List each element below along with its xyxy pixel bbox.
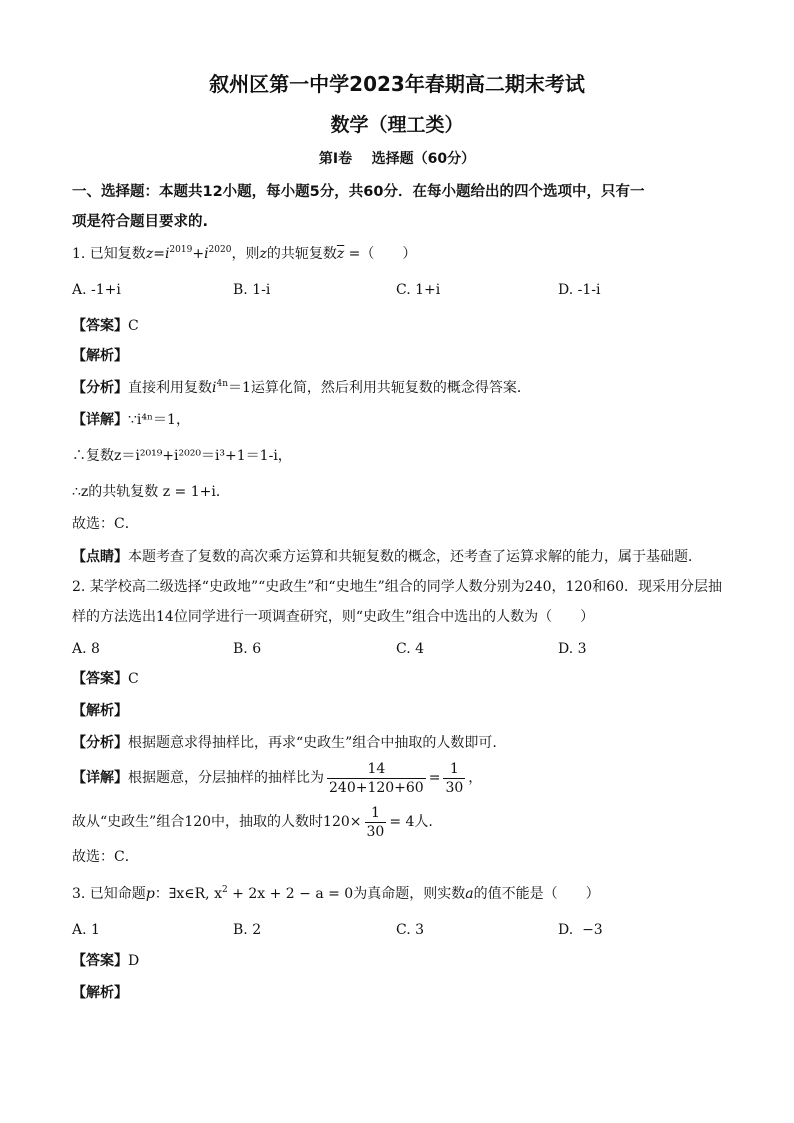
q3-answer-label: 【答案】: [72, 953, 128, 969]
q1-detail1-text: ∵i⁴ⁿ＝1，: [128, 412, 190, 428]
q2-fenxi-label: 【分析】: [72, 735, 128, 751]
q1-dianjing: [72, 547, 702, 567]
q1-i1: i: [164, 246, 170, 262]
q1-dianjing-label: 【点睛】: [72, 549, 128, 565]
q3-option-b: B. 2: [233, 922, 262, 938]
q3-p: p: [145, 886, 155, 902]
q1-fenxi-b: ＝1运算化简，然后利用共轭复数的概念得答案．: [228, 380, 531, 396]
q1-answer: [72, 316, 139, 336]
q1-sup2: 2020: [208, 245, 232, 255]
doc-title: 叙州区第一中学2023年春期高二期末考试: [209, 72, 585, 96]
q1-fenxi: [72, 378, 531, 398]
q2-answer-value: C: [128, 671, 139, 687]
q1-plus: +: [192, 246, 205, 262]
q2-frac-1: [327, 760, 426, 797]
q1-fenxi-a: 直接利用复数: [128, 380, 212, 396]
q2-eq: =: [428, 770, 441, 786]
q2-detail2: [72, 802, 433, 842]
q1-choice: 故选：C．: [72, 516, 139, 532]
q2-frac1-num: 14: [327, 760, 426, 779]
q3-stem-d: 的值不能是（ ）: [473, 886, 600, 902]
q1-z2: z: [259, 246, 267, 262]
q2-frac3-den: 30: [366, 823, 385, 840]
q1-sup1: 2019: [169, 245, 193, 255]
q2-detail2-c: = 4人.: [389, 814, 433, 830]
q3-a: a: [465, 886, 474, 902]
q2-choice: 故选：C．: [72, 849, 139, 865]
q1-stem: [72, 244, 416, 264]
q1-detail1: [72, 410, 190, 430]
q2-stem-line1: 2. 某学校高二级选择“史政地”“史政生”和“史地生”组合的同学人数分别为240，120和60．现采用分层抽: [72, 579, 723, 595]
q1-eq: =: [153, 246, 165, 262]
q1-stem-d: =（ ）: [344, 246, 417, 262]
q1-option-d: D. -1-i: [558, 282, 601, 298]
q3-stem: [72, 884, 600, 904]
q3-answer: [72, 951, 139, 971]
q3-stem-a: 3. 已知命题: [72, 886, 146, 902]
q2-detail-a: 根据题意，分层抽样的抽样比为: [128, 770, 324, 786]
q3-stem-b: ：∃x∈R, x: [154, 886, 222, 902]
q2-option-c: C. 4: [396, 641, 425, 657]
q2-answer-label: 【答案】: [72, 671, 128, 687]
q2-frac2-den: 30: [445, 779, 464, 796]
q3-option-a: A. 1: [72, 922, 100, 938]
doc-subject: 数学（理工类）: [330, 114, 464, 136]
q3-option-c: C. 3: [396, 922, 425, 938]
q2-frac-3: [365, 804, 387, 841]
q1-fenxi-sup: 4n: [216, 379, 229, 389]
q2-detail2-a: 故从“史政生”组合120中，抽取的人数时: [72, 814, 324, 830]
q2-option-a: A. 8: [72, 641, 100, 657]
q1-detail3: ∴z的共轨复数 z = 1+i．: [72, 484, 230, 500]
q2-fenxi: [72, 733, 497, 753]
q1-answer-label: 【答案】: [72, 318, 128, 334]
q1-z: z: [145, 246, 154, 262]
q1-stem-b: ，则: [231, 246, 260, 262]
q1-detail-label: 【详解】: [72, 412, 128, 428]
q1-option-b: B. 1-i: [233, 282, 271, 298]
q1-fenxi-i: i: [212, 380, 217, 396]
q2-analysis: 【解析】: [72, 703, 128, 719]
q2-frac1-den: 240+120+60: [329, 779, 424, 796]
q1-option-c: C. 1+i: [396, 282, 441, 298]
q1-stem-a: 1. 已知复数: [72, 246, 146, 262]
q2-detail-label: 【详解】: [72, 770, 128, 786]
section-instructions-line2: 项是符合题目要求的.: [72, 214, 209, 230]
q2-frac2-num: 1: [443, 760, 465, 779]
q3-option-d: D. −3: [558, 922, 603, 938]
q2-stem-line2: 样的方法选出14位同学进行一项调查研究，则“史政生”组合中选出的人数为（ ）: [72, 609, 595, 625]
doc-part: 第I卷 选择题（60分）: [318, 151, 476, 167]
q1-option-a: A. -1+i: [72, 282, 121, 298]
q3-sup: 2: [221, 885, 228, 895]
q1-analysis: 【解析】: [72, 348, 128, 364]
q2-frac3-num: 1: [365, 804, 387, 823]
q2-comma: ，: [468, 770, 483, 786]
q1-dianjing-text: 本题考查了复数的高次乘方运算和共轭复数的概念，还考查了运算求解的能力，属于基础题．: [128, 549, 702, 565]
q1-fenxi-label: 【分析】: [72, 380, 128, 396]
q3-analysis: 【解析】: [72, 985, 128, 1001]
q2-detail2-b: 120×: [323, 814, 362, 830]
q1-i2: i: [204, 246, 209, 262]
q1-zbar: $\overline{z}$: [336, 246, 345, 262]
q2-fenxi-text: 根据题意求得抽样比，再求“史政生”组合中抽取的人数即可.: [128, 735, 497, 751]
q1-stem-c: 的共轭复数: [266, 246, 337, 262]
q2-frac-2: [443, 760, 465, 797]
q3-stem-c: + 2x + 2 − a = 0为真命题，则实数: [227, 886, 466, 902]
q1-detail2: ∴复数z＝i²⁰¹⁹+i²⁰²⁰＝i³+1＝1-i，: [72, 448, 292, 464]
section-instructions-line1: 一、选择题：本题共12小题，每小题5分，共60分．在每小题给出的四个选项中，只有一: [72, 184, 645, 200]
q2-detail1: [72, 758, 482, 798]
q2-option-d: D. 3: [558, 641, 587, 657]
q1-answer-value: C: [128, 318, 139, 334]
q3-answer-value: D: [128, 953, 140, 969]
q2-option-b: B. 6: [233, 641, 262, 657]
q2-answer: [72, 669, 139, 689]
